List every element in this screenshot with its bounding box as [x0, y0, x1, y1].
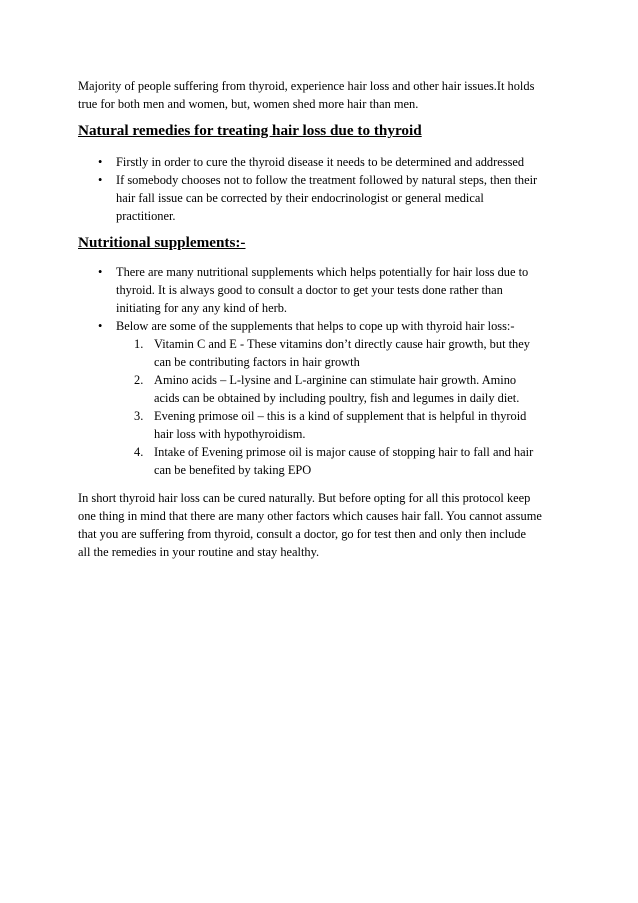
- numbered-label: 3.: [134, 409, 144, 423]
- numbered-text: Vitamin C and E - These vitamins don’t directly cause hair growth, but they can be contributing factors in hair growth: [154, 337, 530, 369]
- bullet-text: Firstly in order to cure the thyroid disease it needs to be determined and addressed: [116, 155, 525, 169]
- bullet-icon: •: [98, 319, 103, 333]
- bullet-icon: •: [98, 173, 103, 187]
- numbered-text: Evening primose oil – this is a kind of supplement that is helpful in thyroid hair loss with hypothyroidism.: [154, 409, 527, 441]
- numbered-label: 2.: [134, 373, 144, 387]
- numbered-text: Intake of Evening primose oil is major cause of stopping hair to fall and hair can be benefited by taking EPO: [154, 445, 534, 477]
- bullet-text: Below are some of the supplements that helps to cope up with thyroid hair loss:-: [116, 319, 515, 333]
- bullet-icon: •: [98, 155, 103, 169]
- bullet-icon: •: [98, 265, 103, 279]
- bullet-text: There are many nutritional supplements which helps potentially for hair loss due to thyroid. It is always good to consult a doctor to get your tests done rather than initiating for any any kind of herb.: [116, 265, 529, 315]
- bullet-text: If somebody chooses not to follow the treatment followed by natural steps, then their hair fall issue can be corrected by their endocrinologist or general medical practitioner.: [116, 173, 538, 223]
- section-heading-natural-remedies: Natural remedies for treating hair loss due to thyroid: [78, 122, 422, 139]
- intro-line: Majority of people suffering from thyroid, experience hair loss and other hair issues.It holds: [78, 79, 535, 93]
- intro-line: true for both men and women, but, women shed more hair than men.: [78, 97, 419, 111]
- intro-paragraph: [78, 77, 568, 113]
- numbered-label: 4.: [134, 445, 144, 459]
- numbered-text: Amino acids – L-lysine and L-arginine can stimulate hair growth. Amino acids can be obtained by including poultry, fish and legumes in daily diet.: [154, 373, 520, 405]
- conclusion-paragraph: [78, 489, 568, 561]
- conclusion-line: In short thyroid hair loss can be cured naturally. But before opting for all this protocol keep: [78, 491, 531, 505]
- conclusion-line: all the remedies in your routine and stay healthy.: [78, 545, 320, 559]
- section-heading-nutritional-supplements: Nutritional supplements:-: [78, 234, 246, 251]
- numbered-label: 1.: [134, 337, 144, 351]
- conclusion-line: that you are suffering from thyroid, consult a doctor, go for test then and only then include: [78, 527, 526, 541]
- conclusion-line: one thing in mind that there are many other factors which causes hair fall. You cannot assume: [78, 509, 542, 523]
